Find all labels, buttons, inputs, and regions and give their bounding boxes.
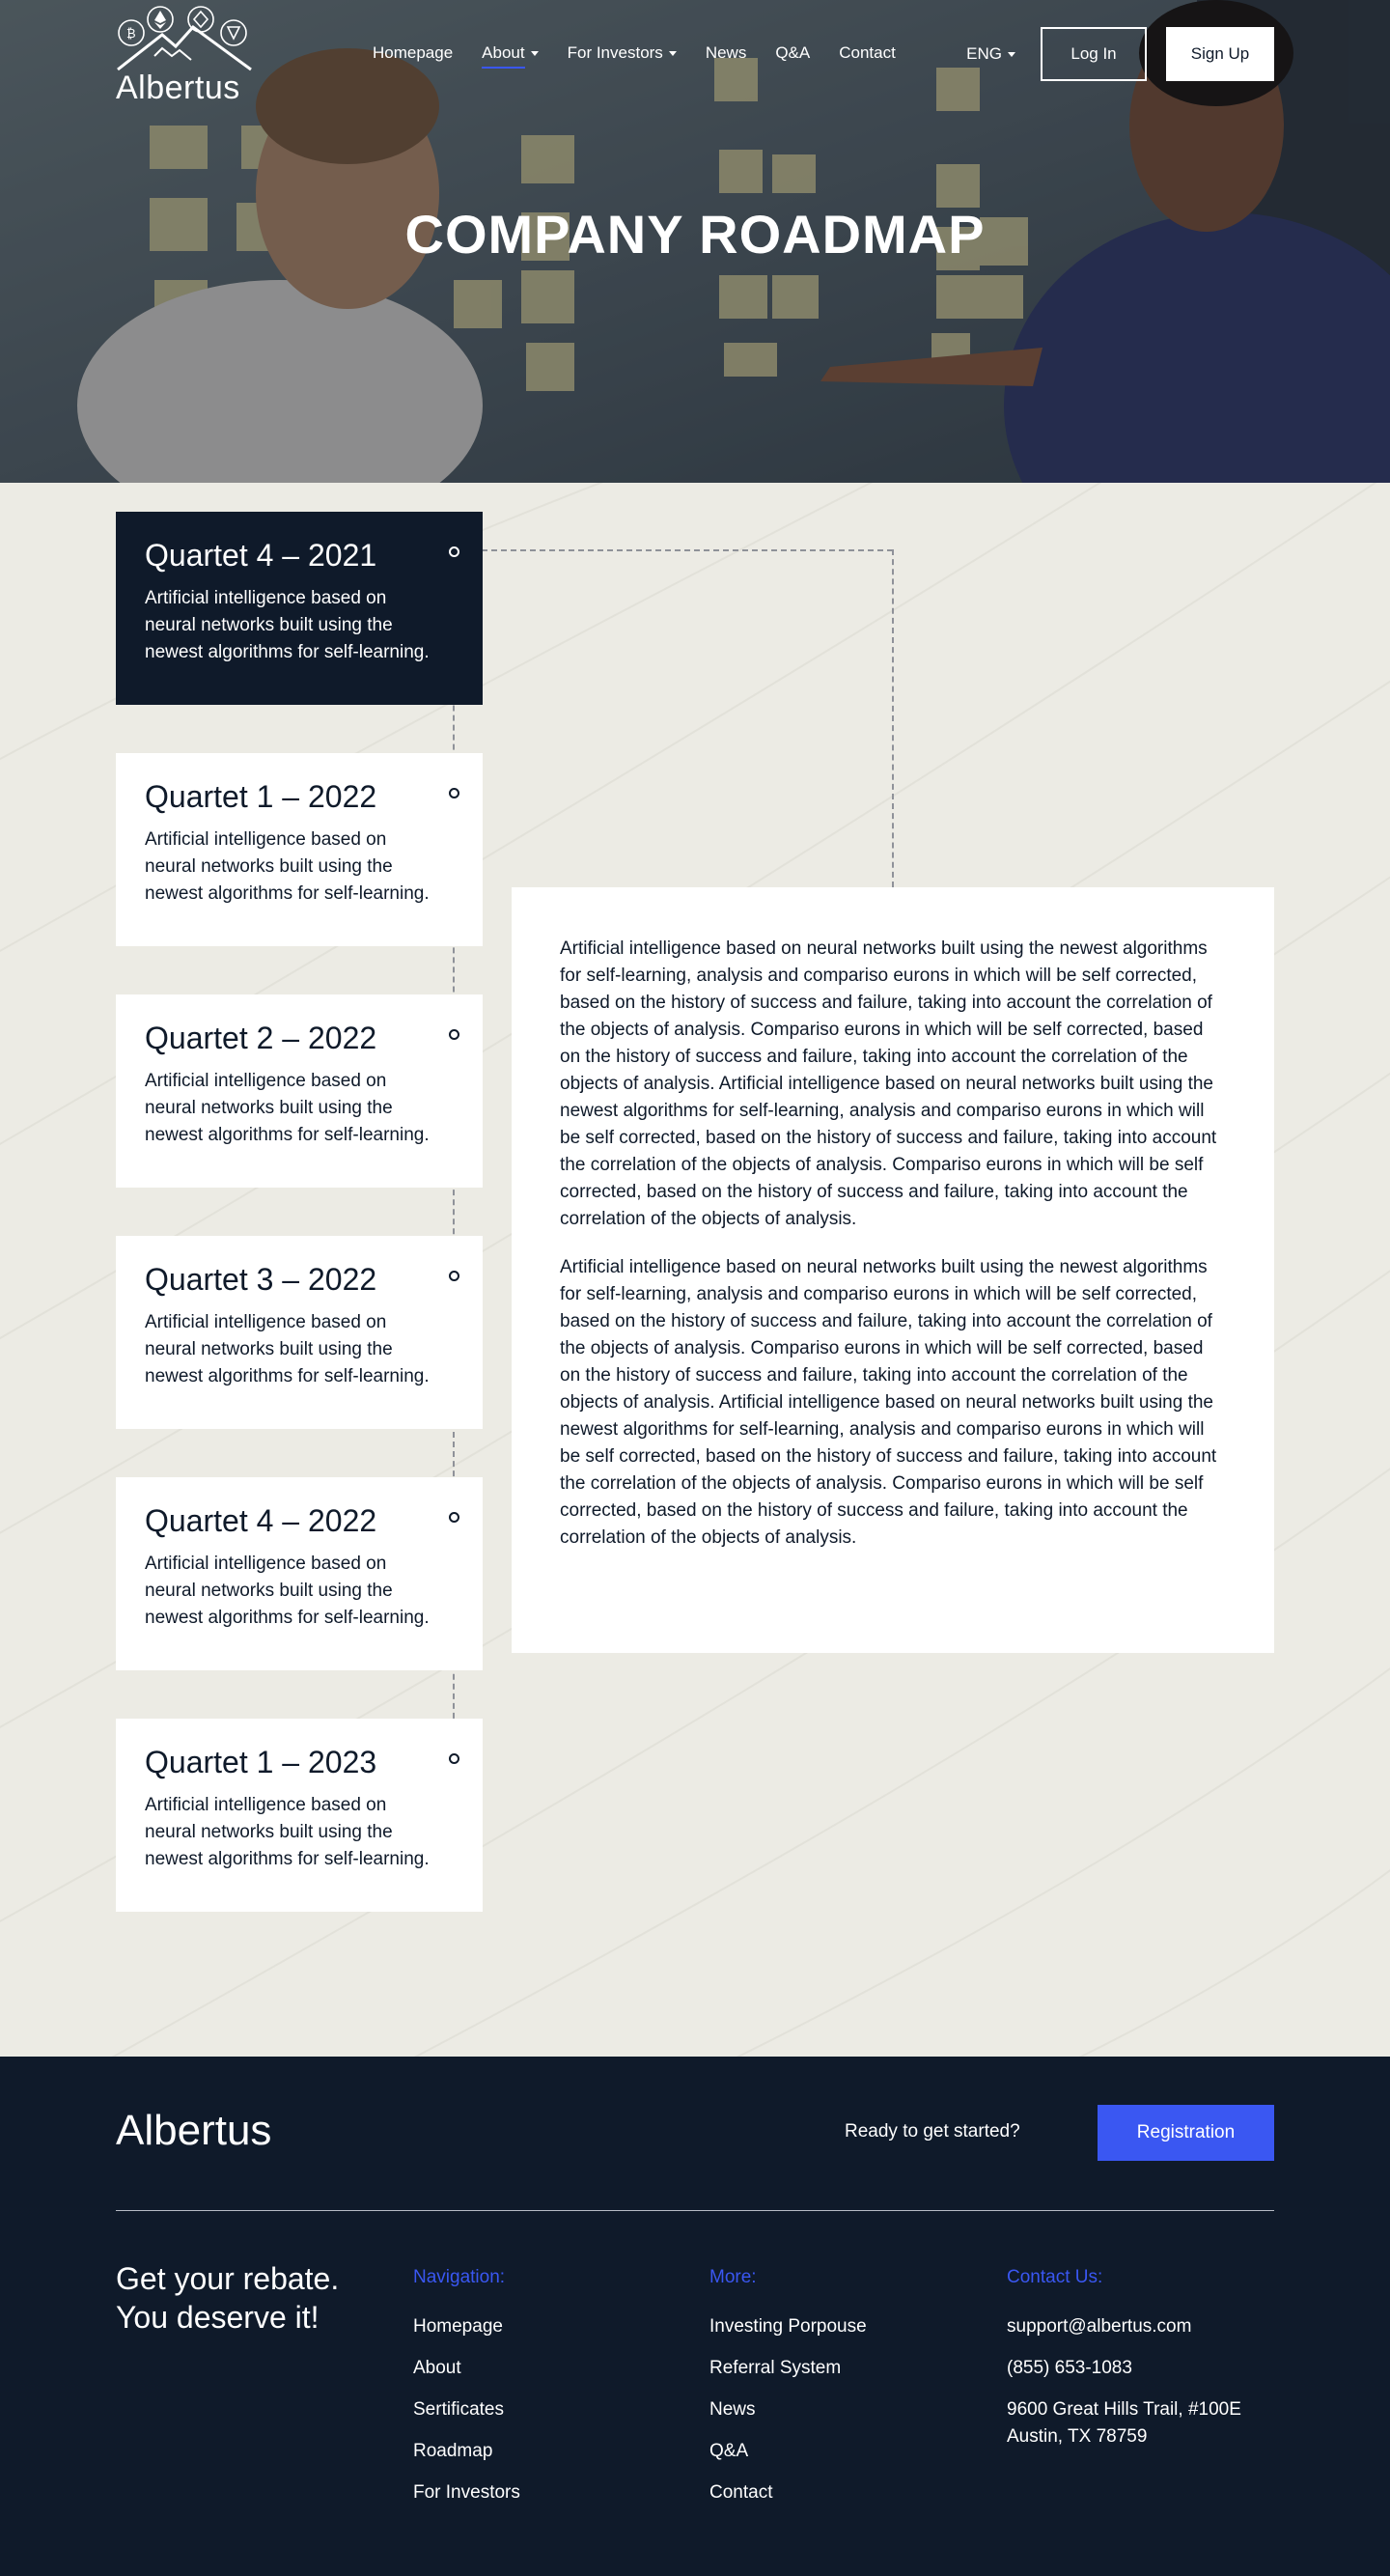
signup-button[interactable]: Sign Up [1166, 27, 1274, 81]
nav-item-label: Homepage [373, 43, 454, 62]
footer-link-referral-system[interactable]: Referral System [709, 2358, 842, 2378]
footer-cta-text: Ready to get started? [845, 2121, 1020, 2142]
nav-item-about[interactable] [482, 43, 538, 63]
nav-item-label: News [705, 43, 747, 62]
footer-link-investing-porpouse[interactable]: Investing Porpouse [709, 2316, 867, 2337]
nav-item-qa[interactable] [775, 43, 810, 63]
roadmap-quarter-card[interactable] [116, 1477, 483, 1670]
quarter-description: Artificial intelligence based on neural networks built using the newest algorithms for self-learning. [145, 1071, 430, 1145]
quarter-title: Quartet 4 – 2022 [145, 1503, 377, 1538]
quarter-description: Artificial intelligence based on neural networks built using the newest algorithms for self-learning. [145, 829, 430, 904]
roadmap-quarter-card[interactable] [116, 1236, 483, 1429]
footer-column-more [709, 2267, 960, 2521]
dropdown-caret-icon [1008, 52, 1015, 57]
main-menu [373, 43, 896, 63]
roadmap-section [0, 483, 1390, 2057]
registration-button[interactable]: Registration [1098, 2105, 1274, 2161]
quarter-title: Quartet 1 – 2022 [145, 779, 377, 814]
mountain-icon [116, 6, 253, 73]
timeline-dot-icon [449, 1512, 459, 1523]
footer-divider [116, 2210, 1274, 2211]
quarter-description: Artificial intelligence based on neural networks built using the newest algorithms for self-learning. [145, 1312, 430, 1386]
brand-logo[interactable] [116, 0, 253, 108]
footer-column-navigation [413, 2267, 664, 2521]
nav-item-homepage[interactable] [373, 43, 453, 63]
roadmap-quarter-card[interactable] [116, 994, 483, 1188]
dropdown-caret-icon [531, 51, 539, 56]
timeline-dot-icon [449, 546, 459, 557]
footer-link-roadmap[interactable]: Roadmap [413, 2441, 493, 2461]
timeline-dot-icon [449, 1029, 459, 1040]
footer-link-contact[interactable]: Contact [709, 2482, 773, 2503]
quarter-title: Quartet 1 – 2023 [145, 1745, 377, 1779]
roadmap-quarter-card[interactable] [116, 753, 483, 946]
nav-item-label: For Investors [567, 43, 663, 62]
roadmap-detail-panel [512, 887, 1274, 1653]
nav-item-news[interactable] [706, 43, 747, 63]
nav-item-label: About [482, 43, 525, 62]
detail-paragraph: Artificial intelligence based on neural networks built using the newest algorithms for self-learning, analysis and compariso eurons in which will be self corrected, based on the history of success and failure, taking into account the correlation of the objects of analysis. Compariso eurons in which will be self corrected, based on the history of success and failure, taking into account the correlation of the objects of analysis. Artificial intelligence based on neural networks built using the newest algorithms for self-learning, analysis and compariso eurons in which will be self corrected, based on the history of success and failure, taking into account the correlation of the objects of analysis. Compariso eurons in which will be self corrected, based on the history of success and failure, taking into account the correlation of the objects of analysis. [560, 1257, 1217, 1548]
nav-item-for-investors[interactable] [568, 43, 677, 63]
footer-address: 9600 Great Hills Trail, #100E Austin, TX 78759 [1007, 2399, 1241, 2447]
dropdown-caret-icon [669, 51, 677, 56]
bitcoin-icon: ₿ [126, 27, 136, 42]
footer-link-sertificates[interactable]: Sertificates [413, 2399, 504, 2420]
quarter-title: Quartet 3 – 2022 [145, 1262, 377, 1297]
top-navigation [116, 0, 1274, 108]
nav-item-contact[interactable] [839, 43, 896, 63]
brand-name: Albertus [116, 70, 240, 106]
quarter-description: Artificial intelligence based on neural networks built using the newest algorithms for self-learning. [145, 1795, 430, 1869]
nav-item-label: Contact [839, 43, 896, 62]
roadmap-quarter-card[interactable] [116, 512, 483, 705]
footer-link-for-investors[interactable]: For Investors [413, 2482, 520, 2503]
language-label: ENG [966, 44, 1002, 63]
footer-link-about[interactable]: About [413, 2358, 461, 2378]
timeline-connector-drop [892, 549, 894, 887]
timeline-connector [482, 549, 893, 551]
footer-phone-link[interactable]: (855) 653-1083 [1007, 2358, 1132, 2378]
footer-link-homepage[interactable]: Homepage [413, 2316, 503, 2337]
triangle-coin-icon [228, 27, 239, 39]
diamond-coin-icon [194, 12, 208, 27]
footer-column-contact [1007, 2267, 1258, 2465]
site-footer [0, 2057, 1390, 2576]
nav-item-label: Q&A [775, 43, 811, 62]
footer-column-heading: More: [709, 2267, 757, 2287]
quarter-title: Quartet 2 – 2022 [145, 1021, 377, 1055]
footer-link-news[interactable]: News [709, 2399, 756, 2420]
page-title: COMPANY ROADMAP [404, 204, 986, 265]
quarter-title: Quartet 4 – 2021 [145, 538, 377, 573]
footer-column-heading: Contact Us: [1007, 2267, 1103, 2287]
quarter-description: Artificial intelligence based on neural networks built using the newest algorithms for self-learning. [145, 588, 430, 662]
roadmap-quarter-card[interactable] [116, 1719, 483, 1912]
ethereum-icon [154, 11, 166, 29]
timeline-dot-icon [449, 788, 459, 798]
footer-column-heading: Navigation: [413, 2267, 506, 2287]
footer-email-link[interactable]: support@albertus.com [1007, 2316, 1192, 2337]
footer-link-qa[interactable]: Q&A [709, 2441, 749, 2461]
quarter-description: Artificial intelligence based on neural networks built using the newest algorithms for self-learning. [145, 1554, 430, 1628]
footer-rebate-text: Get your rebate. You deserve it! [116, 2261, 340, 2335]
login-button[interactable]: Log In [1041, 27, 1147, 81]
timeline-dot-icon [449, 1271, 459, 1281]
timeline-dot-icon [449, 1753, 459, 1764]
detail-paragraph: Artificial intelligence based on neural networks built using the newest algorithms for self-learning, analysis and compariso eurons in which will be self corrected, based on the history of success and failure, taking into account the correlation of the objects of analysis. Compariso eurons in which will be self corrected, based on the history of success and failure, taking into account the correlation of the objects of analysis. Artificial intelligence based on neural networks built using the newest algorithms for self-learning, analysis and compariso eurons in which will be self corrected, based on the history of success and failure, taking into account the correlation of the objects of analysis. Compariso eurons in which will be self corrected, based on the history of success and failure, taking into account the correlation of the objects of analysis. [560, 938, 1217, 1229]
language-selector[interactable] [966, 44, 1015, 64]
footer-brand[interactable]: Albertus [116, 2107, 272, 2154]
hero-section [0, 0, 1390, 483]
